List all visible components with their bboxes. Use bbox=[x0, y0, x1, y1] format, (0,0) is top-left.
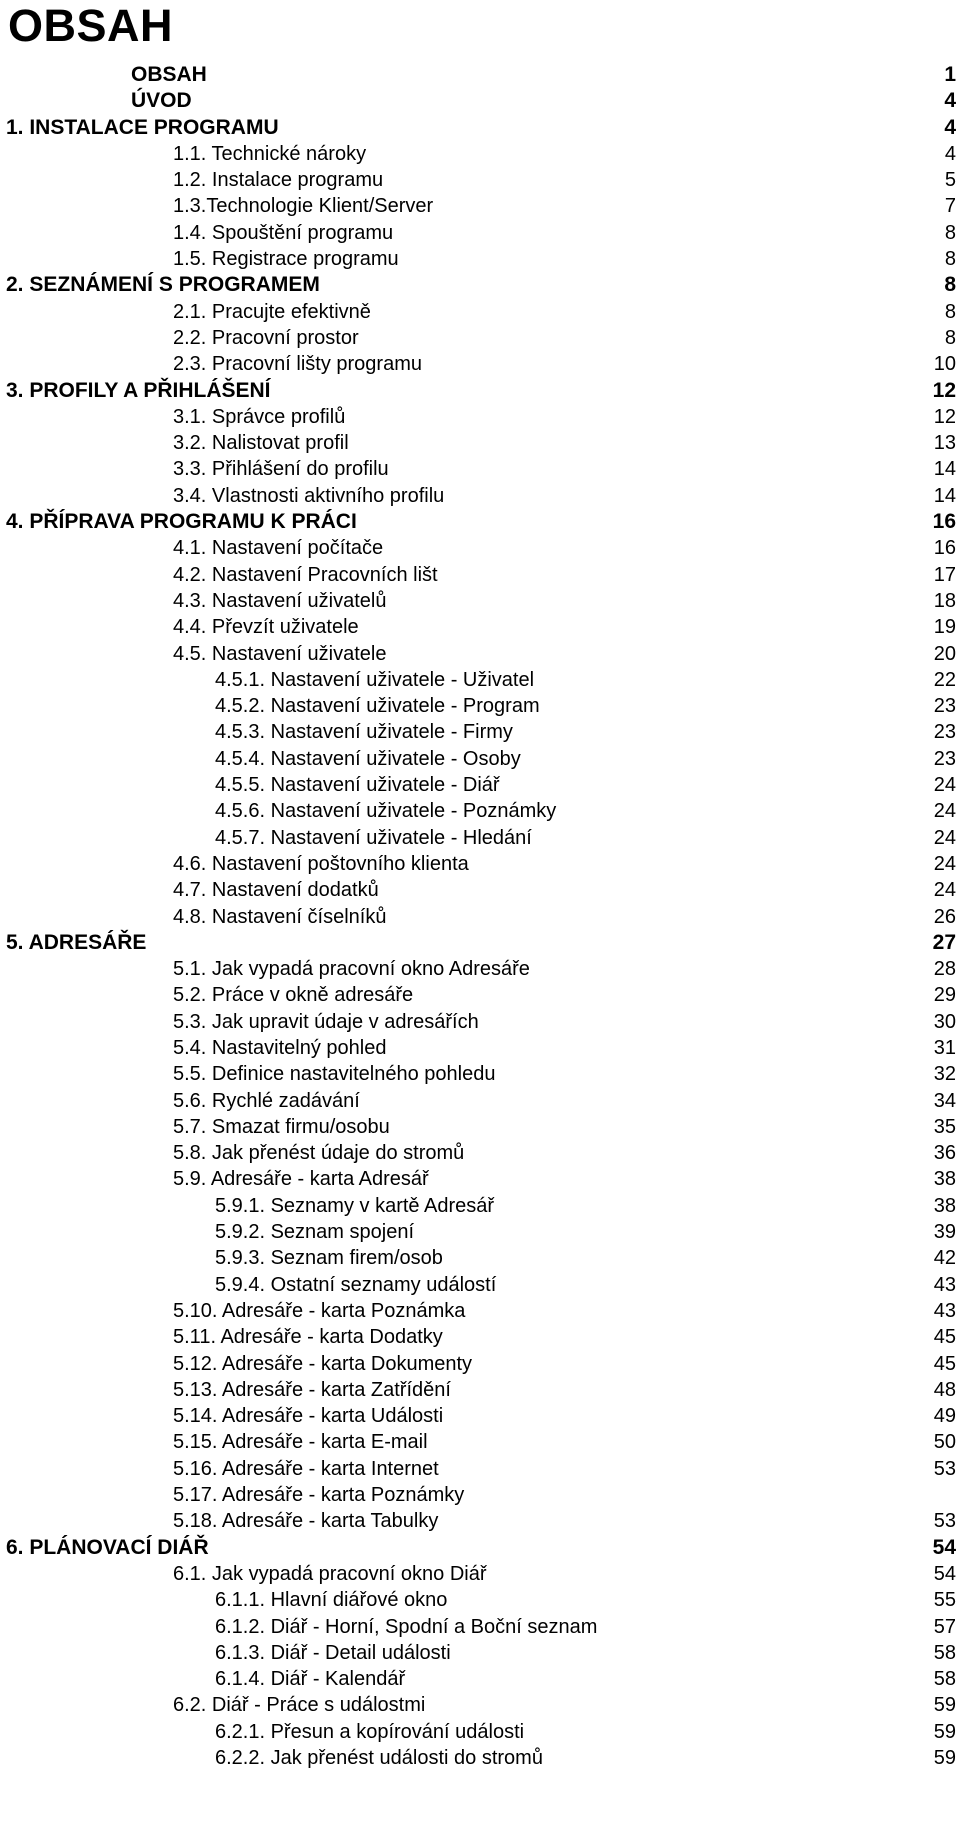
table-of-contents bbox=[0, 62, 960, 1771]
toc-entry-title: 5.5. Definice nastavitelného pohledu bbox=[173, 1063, 496, 1086]
toc-entry[interactable] bbox=[0, 272, 960, 298]
toc-entry-page: 45 bbox=[933, 1326, 956, 1349]
toc-entry-page: 54 bbox=[932, 1535, 956, 1559]
toc-entry-title: 4.6. Nastavení poštovního klienta bbox=[173, 852, 469, 875]
toc-entry[interactable] bbox=[0, 1456, 960, 1482]
toc-entry[interactable] bbox=[0, 1219, 960, 1245]
toc-entry-title: 5.9.1. Seznamy v kartě Adresář bbox=[215, 1194, 495, 1217]
toc-entry-page: 1 bbox=[944, 63, 956, 86]
toc-entry-page: 34 bbox=[933, 1089, 956, 1112]
toc-entry-page: 32 bbox=[933, 1063, 956, 1086]
toc-entry-title: 1.4. Spouštění programu bbox=[173, 221, 394, 244]
toc-entry[interactable] bbox=[0, 1692, 960, 1718]
toc-entry-title: 1. INSTALACE PROGRAMU bbox=[6, 115, 279, 139]
toc-entry[interactable] bbox=[0, 404, 960, 430]
toc-entry-page: 31 bbox=[933, 1036, 956, 1059]
toc-entry-title: 4.2. Nastavení Pracovních lišt bbox=[173, 563, 438, 586]
toc-entry-page: 43 bbox=[933, 1299, 956, 1322]
toc-entry[interactable] bbox=[0, 746, 960, 772]
toc-entry-title: 5.14. Adresáře - karta Události bbox=[173, 1405, 444, 1428]
toc-entry-title: 2.3. Pracovní lišty programu bbox=[173, 353, 422, 376]
toc-entry[interactable] bbox=[0, 877, 960, 903]
toc-entry-title: 6.1.1. Hlavní diářové okno bbox=[215, 1589, 448, 1612]
toc-entry-title: 4.1. Nastavení počítače bbox=[173, 537, 384, 560]
toc-entry[interactable] bbox=[0, 378, 960, 404]
toc-entry[interactable] bbox=[0, 719, 960, 745]
toc-entry-page: 26 bbox=[933, 905, 956, 928]
toc-entry[interactable] bbox=[0, 535, 960, 561]
toc-entry-title: 4.5.4. Nastavení uživatele - Osoby bbox=[215, 747, 521, 770]
toc-entry[interactable] bbox=[0, 1614, 960, 1640]
toc-entry-title: 4.5.2. Nastavení uživatele - Program bbox=[215, 695, 540, 718]
toc-entry-title: 5.9.3. Seznam firem/osob bbox=[215, 1247, 443, 1270]
toc-entry-title: 4.3. Nastavení uživatelů bbox=[173, 589, 387, 612]
toc-entry-page: 18 bbox=[933, 589, 956, 612]
toc-entry-page: 24 bbox=[933, 826, 956, 849]
toc-entry-title: 5.15. Adresáře - karta E-mail bbox=[173, 1431, 428, 1454]
toc-entry[interactable] bbox=[0, 772, 960, 798]
toc-entry-page: 53 bbox=[933, 1510, 956, 1533]
toc-entry-page: 12 bbox=[933, 405, 956, 428]
toc-entry-page: 14 bbox=[933, 484, 956, 507]
toc-entry[interactable] bbox=[0, 1324, 960, 1350]
toc-entry-page: 8 bbox=[944, 221, 956, 244]
toc-entry[interactable] bbox=[0, 430, 960, 456]
toc-entry[interactable] bbox=[0, 825, 960, 851]
toc-entry-page: 58 bbox=[933, 1668, 956, 1691]
toc-entry-page: 59 bbox=[933, 1747, 956, 1769]
toc-entry[interactable] bbox=[0, 614, 960, 640]
toc-entry-page: 5 bbox=[944, 169, 956, 192]
toc-entry[interactable] bbox=[0, 115, 960, 141]
toc-entry[interactable] bbox=[0, 1666, 960, 1692]
toc-entry[interactable] bbox=[0, 982, 960, 1008]
toc-entry[interactable] bbox=[0, 930, 960, 956]
toc-entry-title: 2.2. Pracovní prostor bbox=[173, 326, 359, 349]
toc-entry-page: 16 bbox=[932, 510, 956, 534]
toc-entry[interactable] bbox=[0, 1166, 960, 1192]
toc-entry[interactable] bbox=[0, 1088, 960, 1114]
toc-entry[interactable] bbox=[0, 456, 960, 482]
toc-entry-page: 54 bbox=[933, 1562, 956, 1585]
toc-entry-page: 24 bbox=[933, 879, 956, 902]
toc-entry-page: 23 bbox=[933, 695, 956, 718]
toc-entry-page: 24 bbox=[933, 774, 956, 797]
toc-entry-title: 6. PLÁNOVACÍ DIÁŘ bbox=[6, 1535, 209, 1559]
toc-entry[interactable] bbox=[0, 562, 960, 588]
toc-entry[interactable] bbox=[0, 956, 960, 982]
toc-entry-page: 24 bbox=[933, 852, 956, 875]
toc-entry[interactable] bbox=[0, 1377, 960, 1403]
toc-entry[interactable] bbox=[0, 641, 960, 667]
toc-entry-title: 1.3.Technologie Klient/Server bbox=[173, 195, 434, 218]
toc-entry-page: 24 bbox=[933, 800, 956, 823]
toc-entry[interactable] bbox=[0, 141, 960, 167]
toc-entry[interactable] bbox=[0, 1587, 960, 1613]
toc-entry[interactable] bbox=[0, 1561, 960, 1587]
toc-entry-title: 4.5.1. Nastavení uživatele - Uživatel bbox=[215, 668, 535, 691]
toc-entry-page: 48 bbox=[933, 1378, 956, 1401]
toc-entry-page: 16 bbox=[933, 537, 956, 560]
toc-entry-page: 59 bbox=[933, 1720, 956, 1743]
toc-entry-page: 35 bbox=[933, 1115, 956, 1138]
toc-entry-title: 2. SEZNÁMENÍ S PROGRAMEM bbox=[6, 273, 320, 297]
toc-entry-title: 4.5.6. Nastavení uživatele - Poznámky bbox=[215, 800, 557, 823]
toc-entry[interactable] bbox=[0, 798, 960, 824]
toc-entry-title: ÚVOD bbox=[131, 89, 192, 113]
toc-entry-title: 5.18. Adresáře - karta Tabulky bbox=[173, 1510, 439, 1533]
toc-entry-title: 5.6. Rychlé zadávání bbox=[173, 1089, 360, 1112]
toc-entry-title: 6.1.4. Diář - Kalendář bbox=[215, 1668, 406, 1691]
toc-entry-title: 3. PROFILY A PŘIHLÁŠENÍ bbox=[6, 378, 271, 402]
toc-entry[interactable] bbox=[0, 1403, 960, 1429]
toc-entry-title: 4.8. Nastavení číselníků bbox=[173, 905, 387, 928]
toc-entry-title: 6.1.3. Diář - Detail události bbox=[215, 1641, 451, 1664]
toc-entry-page: 13 bbox=[933, 432, 956, 455]
toc-entry[interactable] bbox=[0, 509, 960, 535]
toc-entry[interactable] bbox=[0, 1719, 960, 1745]
toc-entry-title: 6.1.2. Diář - Horní, Spodní a Boční seznam bbox=[215, 1615, 598, 1638]
toc-entry-page: 8 bbox=[944, 326, 956, 349]
toc-entry-page: 58 bbox=[933, 1641, 956, 1664]
toc-entry-title: 4.5.3. Nastavení uživatele - Firmy bbox=[215, 721, 513, 744]
toc-entry[interactable] bbox=[0, 483, 960, 509]
toc-entry-page: 4 bbox=[944, 89, 956, 113]
toc-entry-title: 5.17. Adresáře - karta Poznámky bbox=[173, 1484, 465, 1507]
toc-entry-title: 5.4. Nastavitelný pohled bbox=[173, 1036, 387, 1059]
toc-entry-page: 38 bbox=[933, 1168, 956, 1191]
toc-entry-title: 5.8. Jak přenést údaje do stromů bbox=[173, 1142, 465, 1165]
toc-entry-title: 3.2. Nalistovat profil bbox=[173, 432, 349, 455]
toc-entry[interactable] bbox=[0, 1009, 960, 1035]
toc-entry-title: 5.3. Jak upravit údaje v adresářích bbox=[173, 1010, 479, 1033]
toc-entry[interactable] bbox=[0, 193, 960, 219]
toc-entry[interactable] bbox=[0, 1140, 960, 1166]
toc-entry-title: 4. PŘÍPRAVA PROGRAMU K PRÁCI bbox=[6, 510, 357, 534]
toc-entry[interactable] bbox=[0, 246, 960, 272]
toc-entry-title: 1.2. Instalace programu bbox=[173, 169, 384, 192]
toc-entry[interactable] bbox=[0, 667, 960, 693]
toc-entry[interactable] bbox=[0, 1482, 960, 1508]
toc-entry-page: 27 bbox=[932, 930, 956, 954]
toc-entry-title: 4.5. Nastavení uživatele bbox=[173, 642, 387, 665]
toc-entry-title: 3.4. Vlastnosti aktivního profilu bbox=[173, 484, 445, 507]
toc-entry[interactable] bbox=[0, 167, 960, 193]
toc-entry-title: 6.1. Jak vypadá pracovní okno Diář bbox=[173, 1562, 487, 1585]
toc-entry[interactable] bbox=[0, 1114, 960, 1140]
toc-entry-title: 5.1. Jak vypadá pracovní okno Adresáře bbox=[173, 958, 530, 981]
toc-entry[interactable] bbox=[0, 588, 960, 614]
toc-entry-title: 5.11. Adresáře - karta Dodatky bbox=[173, 1326, 443, 1349]
toc-entry-page: 10 bbox=[933, 353, 956, 376]
toc-entry[interactable] bbox=[0, 1351, 960, 1377]
toc-entry-page: 8 bbox=[944, 273, 956, 297]
toc-entry-title: 5.13. Adresáře - karta Zatřídění bbox=[173, 1378, 451, 1401]
toc-entry-page: 23 bbox=[933, 721, 956, 744]
toc-entry-title: 6.2.2. Jak přenést události do stromů bbox=[215, 1747, 543, 1769]
toc-entry-title: 5.12. Adresáře - karta Dokumenty bbox=[173, 1352, 473, 1375]
toc-entry[interactable] bbox=[0, 1272, 960, 1298]
toc-entry-page: 30 bbox=[933, 1010, 956, 1033]
toc-entry-page: 36 bbox=[933, 1142, 956, 1165]
toc-entry-page: 43 bbox=[933, 1273, 956, 1296]
toc-entry-page: 23 bbox=[933, 747, 956, 770]
toc-entry-page: 8 bbox=[944, 300, 956, 323]
toc-entry-page: 8 bbox=[944, 248, 956, 271]
toc-entry-title: 1.5. Registrace programu bbox=[173, 248, 399, 271]
toc-entry-page: 45 bbox=[933, 1352, 956, 1375]
toc-entry[interactable] bbox=[0, 1640, 960, 1666]
toc-entry[interactable] bbox=[0, 88, 960, 114]
toc-entry-title: 5.2. Práce v okně adresáře bbox=[173, 984, 414, 1007]
toc-entry[interactable] bbox=[0, 851, 960, 877]
toc-entry-page: 42 bbox=[933, 1247, 956, 1270]
toc-entry-title: 5.9. Adresáře - karta Adresář bbox=[173, 1168, 429, 1191]
toc-entry[interactable] bbox=[0, 1035, 960, 1061]
toc-entry-page: 49 bbox=[933, 1405, 956, 1428]
toc-entry-title: 4.7. Nastavení dodatků bbox=[173, 879, 379, 902]
toc-entry[interactable] bbox=[0, 299, 960, 325]
page-title: OBSAH bbox=[8, 0, 174, 51]
toc-entry-title: OBSAH bbox=[131, 63, 207, 86]
toc-entry-title: 5.10. Adresáře - karta Poznámka bbox=[173, 1299, 466, 1322]
toc-entry-page: 19 bbox=[933, 616, 956, 639]
toc-entry-title: 3.3. Přihlášení do profilu bbox=[173, 458, 389, 481]
toc-entry-page: 28 bbox=[933, 958, 956, 981]
toc-entry-title: 3.1. Správce profilů bbox=[173, 405, 346, 428]
toc-entry-page: 39 bbox=[933, 1221, 956, 1244]
toc-entry-page: 22 bbox=[933, 668, 956, 691]
toc-entry-page: 7 bbox=[944, 195, 956, 218]
toc-entry[interactable] bbox=[0, 351, 960, 377]
toc-entry[interactable] bbox=[0, 1508, 960, 1534]
toc-entry[interactable] bbox=[0, 1535, 960, 1561]
toc-entry-title: 4.5.5. Nastavení uživatele - Diář bbox=[215, 774, 500, 797]
toc-entry[interactable] bbox=[0, 1061, 960, 1087]
toc-entry[interactable] bbox=[0, 1193, 960, 1219]
toc-entry[interactable] bbox=[0, 1429, 960, 1455]
toc-entry[interactable] bbox=[0, 220, 960, 246]
toc-entry-title: 5. ADRESÁŘE bbox=[6, 930, 147, 954]
toc-entry-page: 38 bbox=[933, 1194, 956, 1217]
toc-entry-page: 53 bbox=[933, 1457, 956, 1480]
toc-entry-title: 5.9.4. Ostatní seznamy událostí bbox=[215, 1273, 497, 1296]
toc-entry-page: 4 bbox=[944, 142, 956, 165]
toc-entry-page: 17 bbox=[933, 563, 956, 586]
toc-entry-page: 12 bbox=[932, 378, 956, 402]
toc-entry[interactable] bbox=[0, 904, 960, 930]
toc-entry[interactable] bbox=[0, 1745, 960, 1771]
toc-entry-title: 5.7. Smazat firmu/osobu bbox=[173, 1115, 390, 1138]
toc-entry-title: 4.5.7. Nastavení uživatele - Hledání bbox=[215, 826, 532, 849]
toc-entry[interactable] bbox=[0, 325, 960, 351]
toc-entry-title: 2.1. Pracujte efektivně bbox=[173, 300, 371, 323]
toc-entry-title: 5.9.2. Seznam spojení bbox=[215, 1221, 415, 1244]
toc-entry-title: 6.2.1. Přesun a kopírování události bbox=[215, 1720, 525, 1743]
toc-entry[interactable] bbox=[0, 1298, 960, 1324]
toc-entry-page: 50 bbox=[933, 1431, 956, 1454]
toc-entry[interactable] bbox=[0, 693, 960, 719]
toc-entry-page: 55 bbox=[933, 1589, 956, 1612]
toc-entry-page: 14 bbox=[933, 458, 956, 481]
toc-entry-page: 29 bbox=[933, 984, 956, 1007]
toc-entry-title: 1.1. Technické nároky bbox=[173, 142, 367, 165]
toc-entry-page: 59 bbox=[933, 1694, 956, 1717]
toc-entry[interactable] bbox=[0, 1245, 960, 1271]
toc-entry-page: 20 bbox=[933, 642, 956, 665]
toc-entry-page: 57 bbox=[933, 1615, 956, 1638]
toc-entry-title: 5.16. Adresáře - karta Internet bbox=[173, 1457, 439, 1480]
toc-entry-title: 4.4. Převzít uživatele bbox=[173, 616, 359, 639]
toc-entry-title: 6.2. Diář - Práce s událostmi bbox=[173, 1694, 426, 1717]
toc-entry[interactable] bbox=[0, 62, 960, 88]
toc-entry-page: 4 bbox=[944, 115, 956, 139]
